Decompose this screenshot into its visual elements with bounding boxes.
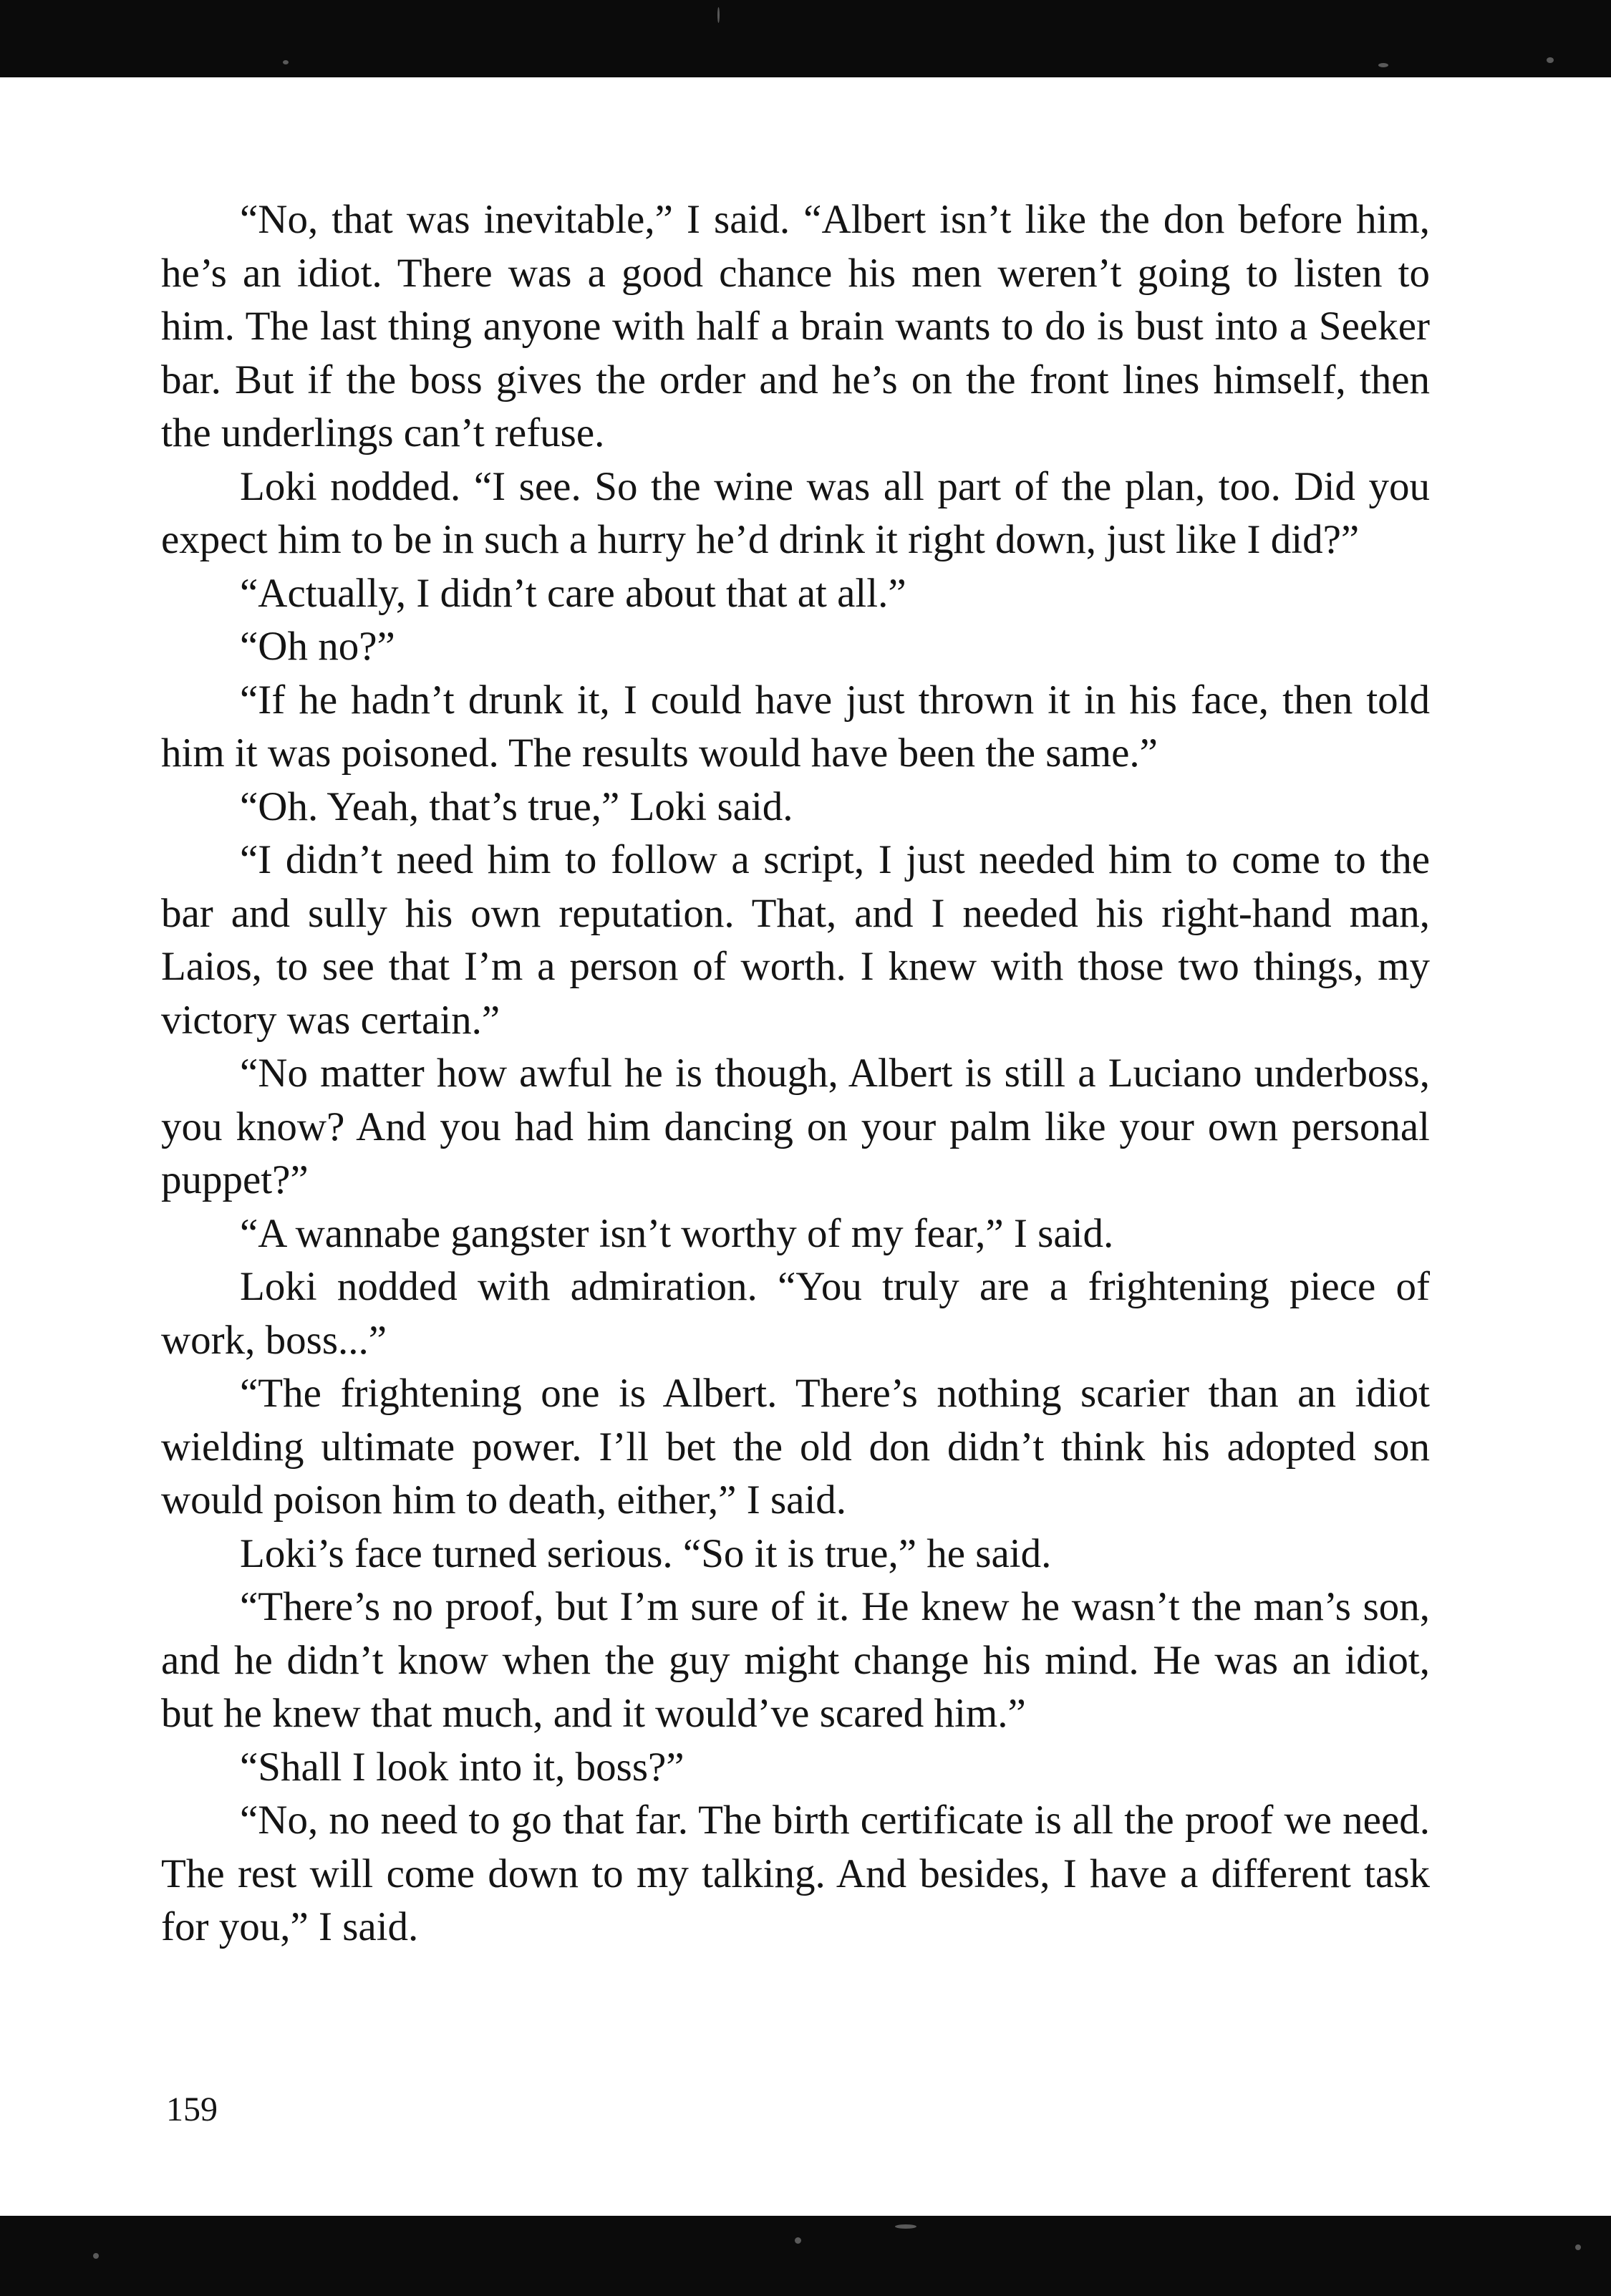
scan-speck <box>717 7 720 23</box>
scan-speck <box>1378 63 1388 67</box>
paragraph: “I didn’t need him to follow a script, I just needed him to come to the bar and sully his own reputation. That, and I needed his right-hand man, Laios, to see that I’m a person of worth. I knew with those two things, my victory was certain.” <box>161 837 1430 1043</box>
paragraph: “Oh no?” <box>240 624 395 669</box>
paragraph: “If he hadn’t drunk it, I could have just thrown it in his face, then told him it was poisoned. The results would have been the same.” <box>161 677 1430 776</box>
scan-speck <box>1547 57 1554 63</box>
scan-speck <box>895 2224 916 2229</box>
paragraph: “No, that was inevitable,” I said. “Albert isn’t like the don before him, he’s an idiot. There was a good chance his men weren’t going to listen to him. The last thing anyone with half a brain wants to do is bust into a Seeker bar. But if the boss gives the order and he’s on the front lines himself, then the underlings can’t refuse. <box>161 197 1430 455</box>
scan-speck <box>283 60 289 64</box>
paragraph: “Shall I look into it, boss?” <box>240 1744 684 1790</box>
paragraph: Loki nodded with admiration. “You truly are a frightening piece of work, boss...” <box>161 1264 1430 1363</box>
scan-speck <box>93 2253 99 2259</box>
paragraph: “No matter how awful he is though, Albert is still a Luciano underboss, you know? And you had him dancing on your palm like your own personal puppet?” <box>161 1051 1430 1202</box>
paragraph: “No, no need to go that far. The birth certificate is all the proof we need. The rest will come down to my talking. And besides, I have a different task for you,” I said. <box>161 1798 1430 1949</box>
paragraph: “There’s no proof, but I’m sure of it. He knew he wasn’t the man’s son, and he didn’t know when the guy might change his mind. He was an idiot, but he knew that much, and it would’ve scared him.” <box>161 1584 1430 1736</box>
paragraph: Loki nodded. “I see. So the wine was all part of the plan, too. Did you expect him to be in such a hurry he’d drink it right down, just like I did?” <box>161 463 1430 562</box>
scan-border-top <box>0 0 1611 77</box>
paragraph: “Actually, I didn’t care about that at all.” <box>240 570 906 616</box>
paragraph: “A wannabe gangster isn’t worthy of my fear,” I said. <box>240 1210 1114 1256</box>
scan-border-bottom <box>0 2216 1611 2296</box>
paragraph: “Oh. Yeah, that’s true,” Loki said. <box>240 783 793 829</box>
scan-speck <box>1575 2244 1581 2250</box>
scan-speck <box>795 2237 801 2244</box>
page-body-text <box>161 193 1430 1954</box>
page-number: 159 <box>166 2090 218 2128</box>
paragraph: Loki’s face turned serious. “So it is true,” he said. <box>240 1530 1052 1576</box>
paragraph: “The frightening one is Albert. There’s nothing scarier than an idiot wielding ultimate power. I’ll bet the old don didn’t think his adopted son would poison him to death, either,” I said. <box>161 1371 1430 1523</box>
